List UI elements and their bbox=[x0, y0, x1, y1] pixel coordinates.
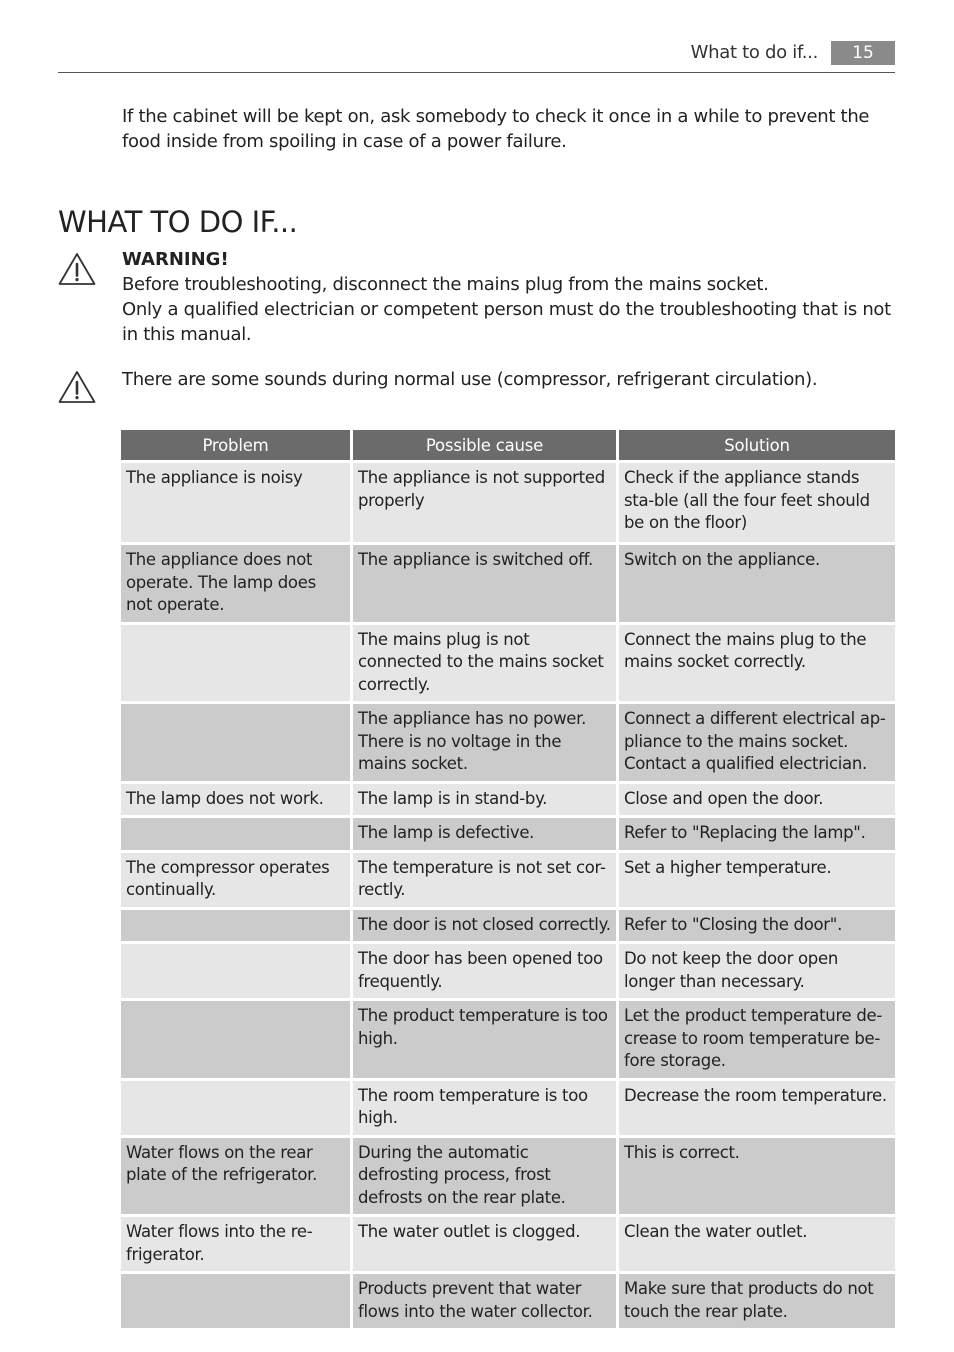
cause-cell: During the automatic defrosting process, frost defrosts on the rear plate. bbox=[353, 1138, 616, 1215]
table-row bbox=[121, 625, 895, 702]
problem-cell: Water flows into the re-frigerator. bbox=[121, 1217, 350, 1271]
warning-text-electrician: Only a qualified electrician or competent person must do the troubleshooting that is not in this manual. bbox=[122, 299, 891, 345]
solution-cell: Refer to "Replacing the lamp". bbox=[619, 818, 895, 850]
problem-cell bbox=[121, 704, 350, 781]
problem-cell: The appliance is noisy bbox=[121, 463, 350, 542]
table-row bbox=[121, 944, 895, 998]
problem-cell: The appliance does not operate. The lamp does not operate. bbox=[121, 545, 350, 622]
solution-cell: This is correct. bbox=[619, 1138, 895, 1215]
sounds-note: There are some sounds during normal use (compressor, refrigerant circulation). bbox=[122, 369, 818, 390]
problem-cell bbox=[121, 818, 350, 850]
solution-cell: Make sure that products do not touch the rear plate. bbox=[619, 1274, 895, 1328]
troubleshooting-table bbox=[118, 427, 898, 1331]
running-header-title: What to do if... bbox=[690, 42, 818, 63]
column-header-problem: Problem bbox=[121, 430, 350, 460]
table-row bbox=[121, 463, 895, 542]
cause-cell: The product temperature is too high. bbox=[353, 1001, 616, 1078]
solution-cell: Decrease the room temperature. bbox=[619, 1081, 895, 1135]
warning-heading: WARNING! bbox=[122, 249, 229, 270]
warning-block bbox=[122, 247, 892, 347]
problem-cell bbox=[121, 1274, 350, 1328]
cause-cell: The temperature is not set cor-rectly. bbox=[353, 853, 616, 907]
warning-triangle-icon bbox=[58, 370, 96, 404]
cause-cell: The lamp is defective. bbox=[353, 818, 616, 850]
problem-cell bbox=[121, 1001, 350, 1078]
cause-cell: The room temperature is too high. bbox=[353, 1081, 616, 1135]
page-header bbox=[58, 38, 895, 73]
problem-cell bbox=[121, 944, 350, 998]
table-row bbox=[121, 1217, 895, 1271]
warning-text-disconnect: Before troubleshooting, disconnect the mains plug from the mains socket. bbox=[122, 274, 769, 295]
table-row bbox=[121, 1081, 895, 1135]
warning-triangle-icon bbox=[58, 252, 96, 286]
column-header-solution: Solution bbox=[619, 430, 895, 460]
solution-cell: Close and open the door. bbox=[619, 784, 895, 816]
section-title: WHAT TO DO IF... bbox=[58, 205, 298, 240]
cause-cell: The appliance is switched off. bbox=[353, 545, 616, 622]
page-number-badge: 15 bbox=[831, 41, 895, 65]
table-row bbox=[121, 1138, 895, 1215]
solution-cell: Connect a different electrical ap-pliance to the mains socket. Contact a qualified electrician. bbox=[619, 704, 895, 781]
solution-cell: Refer to "Closing the door". bbox=[619, 910, 895, 942]
solution-cell: Clean the water outlet. bbox=[619, 1217, 895, 1271]
table-row bbox=[121, 704, 895, 781]
solution-cell: Connect the mains plug to the mains socket correctly. bbox=[619, 625, 895, 702]
table-row bbox=[121, 853, 895, 907]
problem-cell: The lamp does not work. bbox=[121, 784, 350, 816]
table-row bbox=[121, 910, 895, 942]
table-row bbox=[121, 818, 895, 850]
table-header-row bbox=[121, 430, 895, 460]
table-row bbox=[121, 1001, 895, 1078]
cause-cell: The door has been opened too frequently. bbox=[353, 944, 616, 998]
problem-cell bbox=[121, 1081, 350, 1135]
solution-cell: Do not keep the door open longer than necessary. bbox=[619, 944, 895, 998]
table-row bbox=[121, 784, 895, 816]
intro-paragraph: If the cabinet will be kept on, ask somebody to check it once in a while to prevent the food inside from spoiling in case of a power failure. bbox=[122, 106, 870, 152]
solution-cell: Let the product temperature de-crease to room temperature be-fore storage. bbox=[619, 1001, 895, 1078]
table-row bbox=[121, 545, 895, 622]
problem-cell: Water flows on the rear plate of the refrigerator. bbox=[121, 1138, 350, 1215]
cause-cell: The appliance has no power. There is no voltage in the mains socket. bbox=[353, 704, 616, 781]
cause-cell: The door is not closed correctly. bbox=[353, 910, 616, 942]
solution-cell: Check if the appliance stands sta-ble (all the four feet should be on the floor) bbox=[619, 463, 895, 542]
cause-cell: The appliance is not supported properly bbox=[353, 463, 616, 542]
cause-cell: Products prevent that water flows into the water collector. bbox=[353, 1274, 616, 1328]
cause-cell: The lamp is in stand-by. bbox=[353, 784, 616, 816]
solution-cell: Set a higher temperature. bbox=[619, 853, 895, 907]
problem-cell bbox=[121, 910, 350, 942]
problem-cell: The compressor operates continually. bbox=[121, 853, 350, 907]
solution-cell: Switch on the appliance. bbox=[619, 545, 895, 622]
cause-cell: The water outlet is clogged. bbox=[353, 1217, 616, 1271]
column-header-possible-cause: Possible cause bbox=[353, 430, 616, 460]
problem-cell bbox=[121, 625, 350, 702]
table-row bbox=[121, 1274, 895, 1328]
cause-cell: The mains plug is not connected to the mains socket correctly. bbox=[353, 625, 616, 702]
